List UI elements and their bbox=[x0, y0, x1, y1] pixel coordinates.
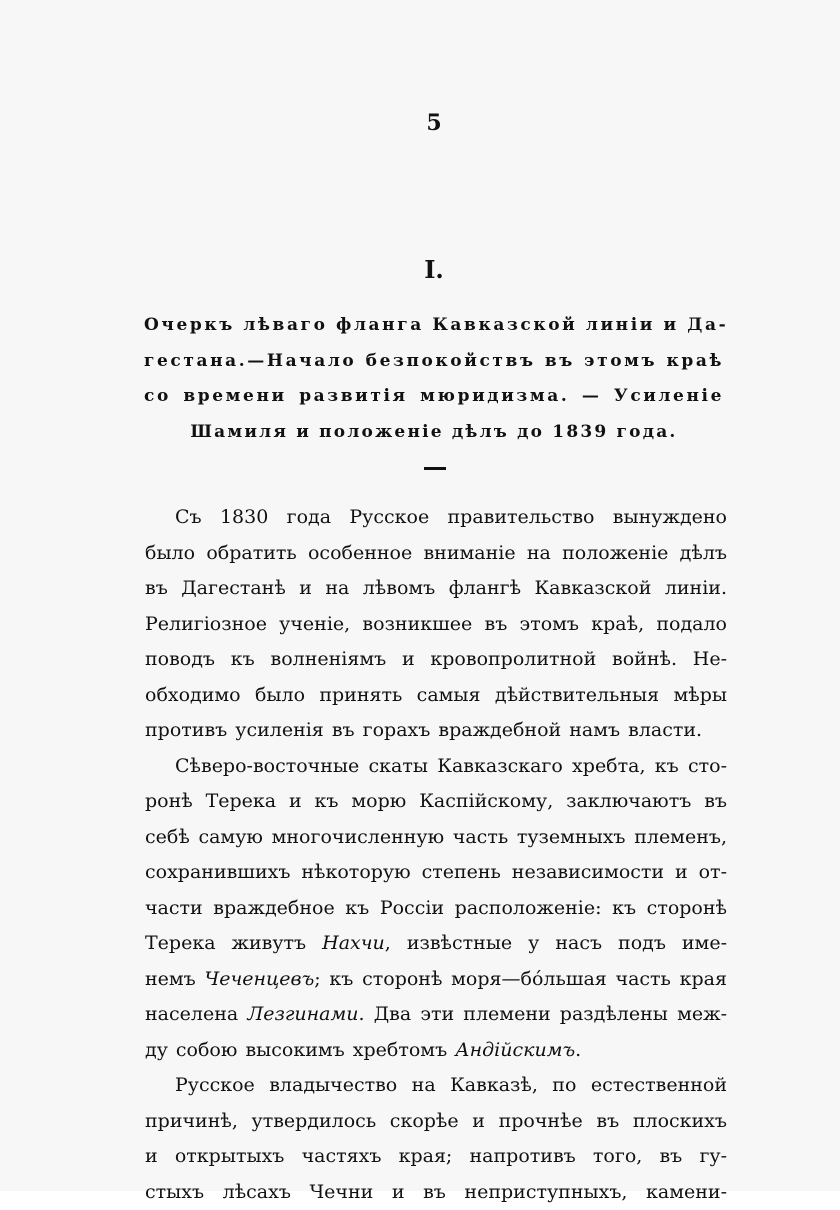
text-line: обходимо было принять самыя дѣйствительныя мѣры bbox=[145, 678, 727, 714]
text-line: части враждебное къ Россіи расположеніе: къ сторонѣ bbox=[145, 891, 727, 927]
text-segment: населена bbox=[145, 1003, 238, 1025]
text-line: Религіозное ученіе, возникшее въ этомъ краѣ, подало bbox=[145, 607, 727, 643]
text-line bbox=[145, 997, 727, 1033]
text-segment: . bbox=[575, 1039, 581, 1061]
chapter-summary bbox=[144, 308, 724, 450]
italic-term: Лезгинами bbox=[247, 1003, 358, 1025]
text-line: стыхъ лѣсахъ Чечни и въ неприступныхъ, камени- bbox=[145, 1175, 727, 1210]
text-segment: . Два эти племени раздѣлены меж- bbox=[359, 1003, 728, 1025]
text-line: и открытыхъ частяхъ края; напротивъ того, въ гу- bbox=[145, 1139, 727, 1175]
text-segment: Терека живутъ bbox=[145, 932, 306, 954]
text-line bbox=[145, 1033, 727, 1069]
summary-line: гестана.—Начало безпокойствъ въ этомъ краѣ bbox=[144, 344, 724, 380]
text-line: сохранившихъ нѣкоторую степень независимости и от- bbox=[145, 855, 727, 891]
italic-term: Нахчи bbox=[322, 932, 385, 954]
text-line: Сѣверо-восточные скаты Кавказскаго хребта, къ сто- bbox=[145, 749, 727, 785]
body-text bbox=[145, 500, 727, 1210]
italic-term: Чеченцевъ bbox=[205, 968, 315, 990]
text-line: поводъ къ волненіямъ и кровопролитной войнѣ. Не- bbox=[145, 642, 727, 678]
text-segment: , извѣстные у насъ подъ име- bbox=[385, 932, 727, 954]
text-segment: немъ bbox=[145, 968, 196, 990]
text-line: себѣ самую многочисленную часть туземныхъ племенъ, bbox=[145, 820, 727, 856]
text-segment: ; къ сторонѣ моря—бо́льшая часть края bbox=[314, 968, 727, 990]
text-line: Русское владычество на Кавказѣ, по естественной bbox=[145, 1068, 727, 1104]
text-line: было обратить особенное вниманіе на положеніе дѣлъ bbox=[145, 536, 727, 572]
chapter-number: I. bbox=[0, 255, 840, 284]
text-line bbox=[145, 962, 727, 998]
summary-line: со времени развитія мюридизма. — Усиленіе bbox=[144, 379, 724, 415]
page-number: 5 bbox=[0, 110, 840, 136]
section-divider bbox=[424, 467, 446, 470]
summary-line: Шамиля и положеніе дѣлъ до 1839 года. bbox=[144, 415, 724, 451]
text-line: ронѣ Терека и къ морю Каспійскому, заключаютъ въ bbox=[145, 784, 727, 820]
summary-line: Очеркъ лѣваго фланга Кавказской линіи и Да- bbox=[144, 308, 724, 344]
text-segment: ду собою высокимъ хребтомъ bbox=[145, 1039, 447, 1061]
text-line bbox=[145, 926, 727, 962]
italic-term: Андійскимъ bbox=[455, 1039, 575, 1061]
text-line: противъ усиленія въ горахъ враждебной намъ власти. bbox=[145, 713, 727, 749]
text-line: Съ 1830 года Русское правительство вынуждено bbox=[145, 500, 727, 536]
text-line: въ Дагестанѣ и на лѣвомъ флангѣ Кавказской линіи. bbox=[145, 571, 727, 607]
text-line: причинѣ, утвердилось скорѣе и прочнѣе въ плоскихъ bbox=[145, 1104, 727, 1140]
